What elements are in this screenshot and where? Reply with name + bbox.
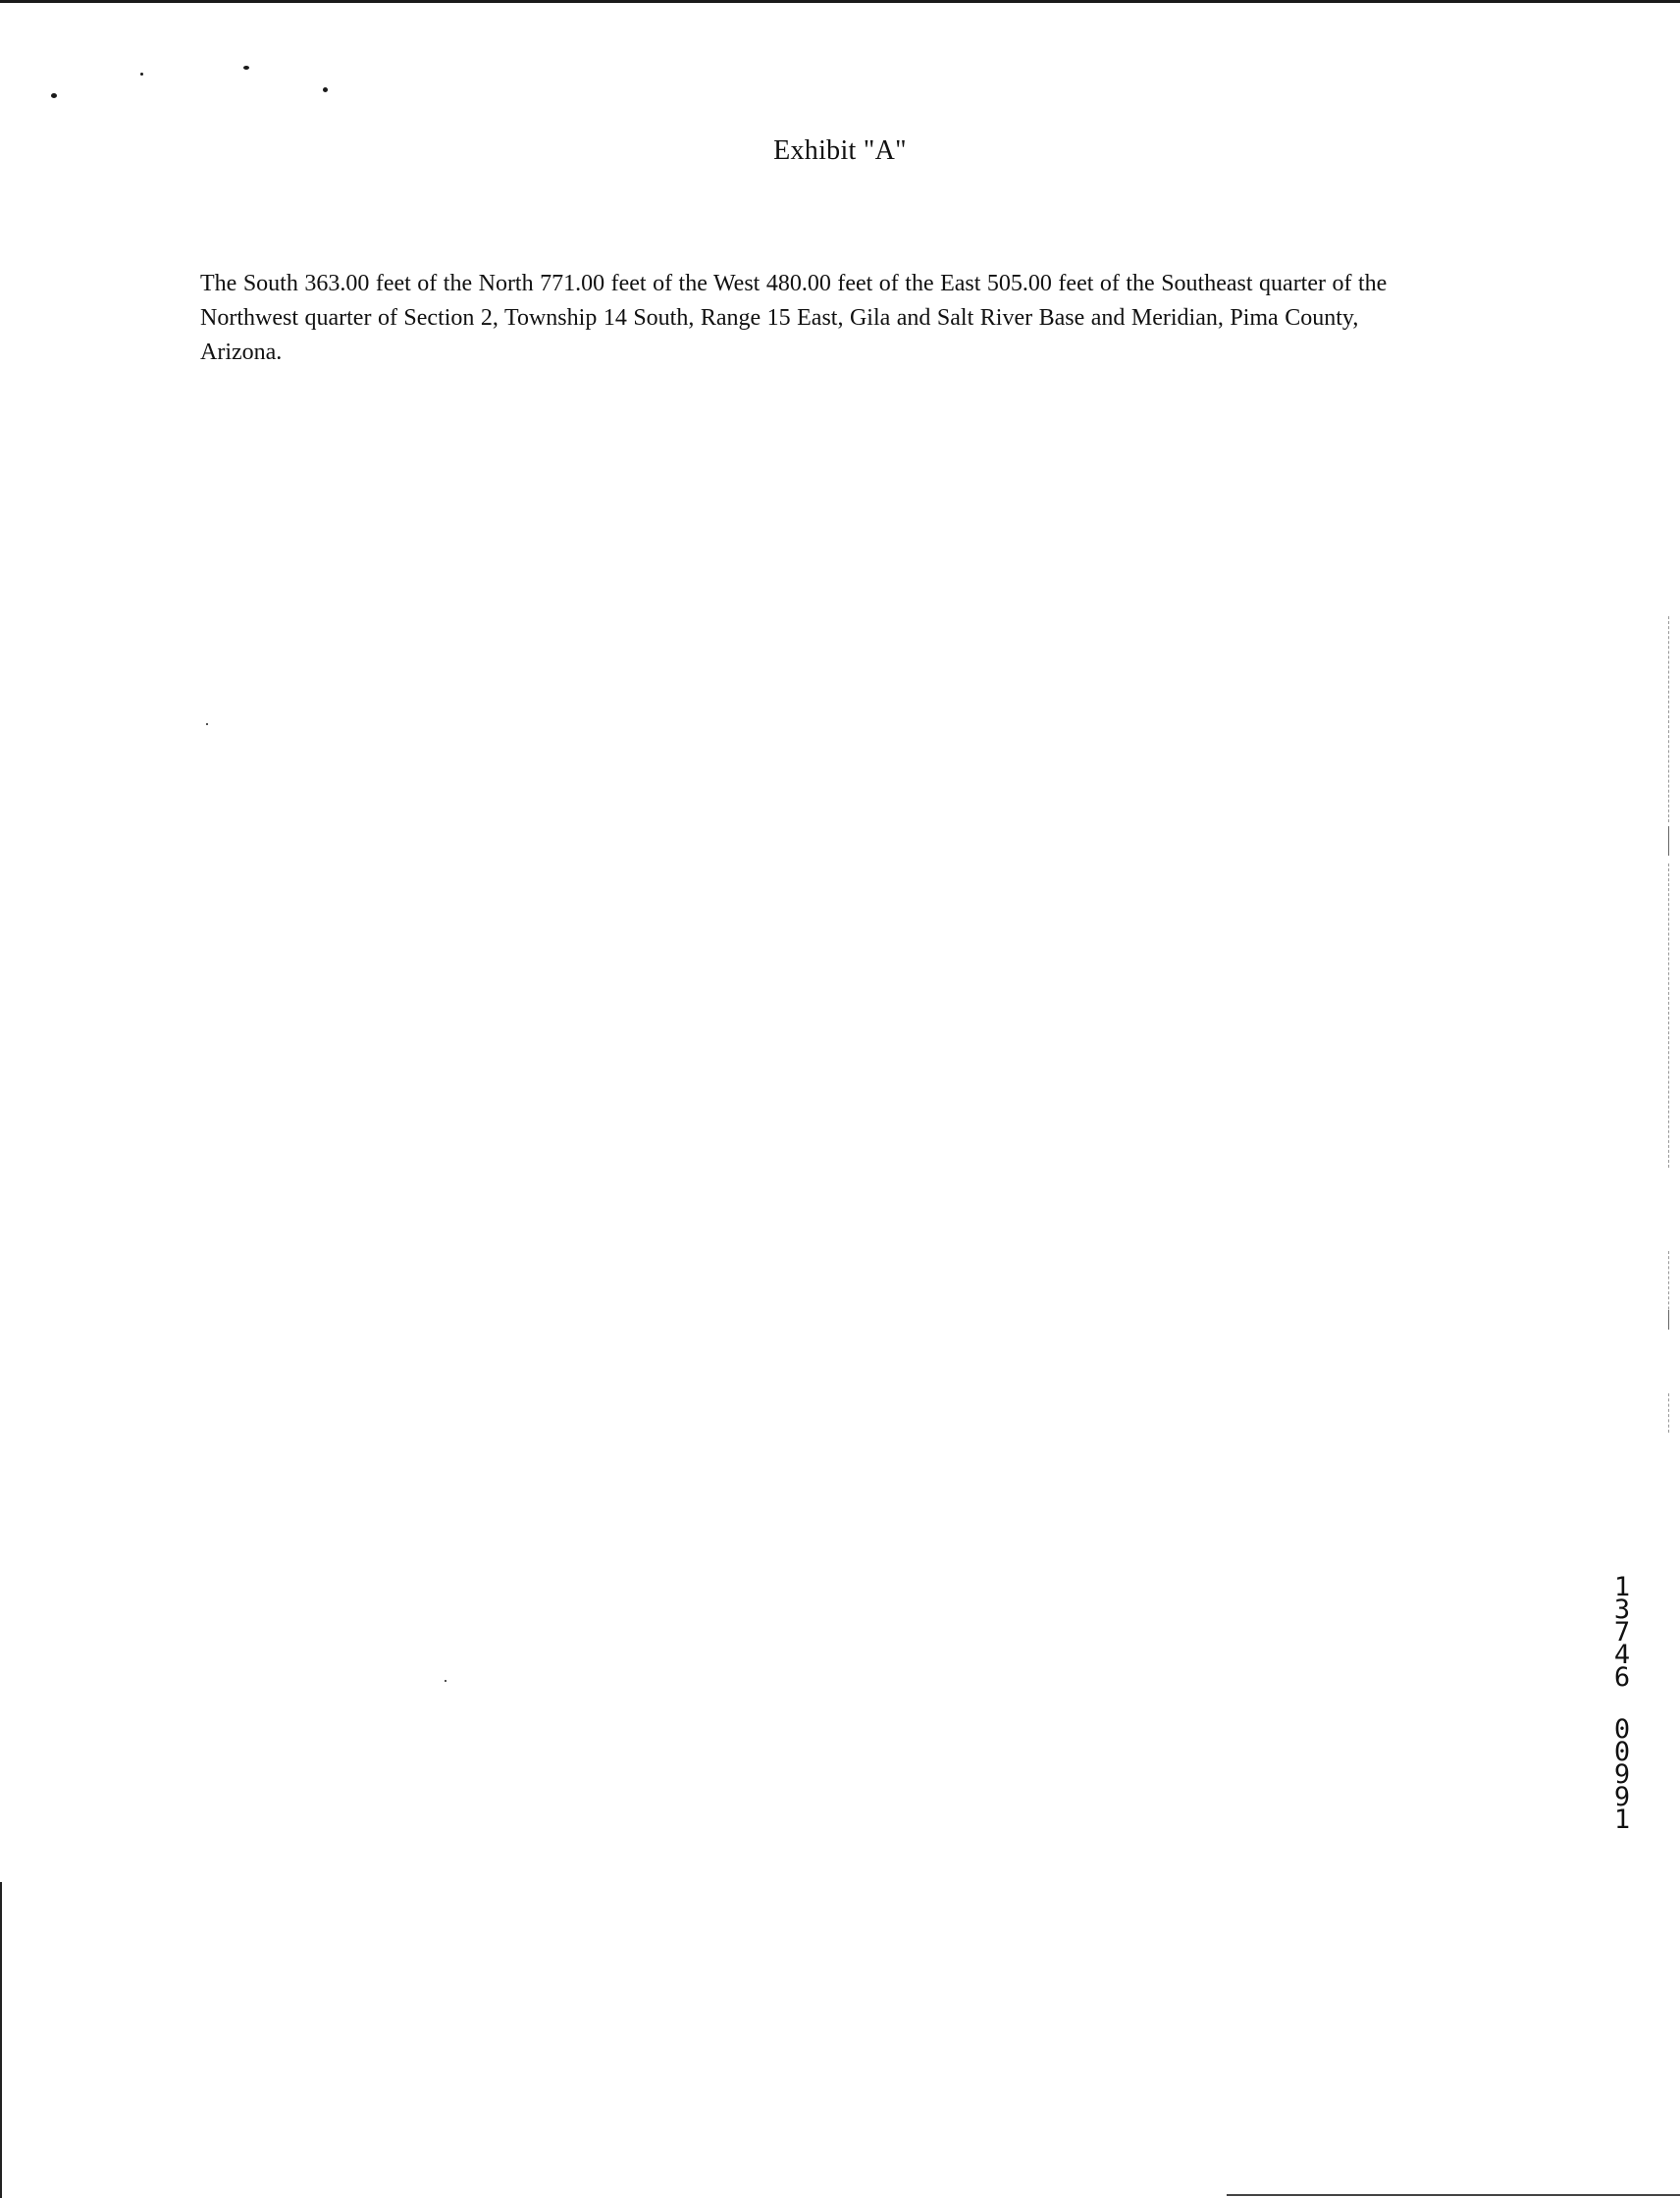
recording-number-stamp: [1605, 1572, 1639, 1835]
stamp-digit: 6: [1613, 1662, 1631, 1693]
stamp-digit: 3: [1613, 1595, 1631, 1625]
stamp-digit: 7: [1613, 1617, 1631, 1648]
scan-margin-mark: [1668, 826, 1670, 856]
stamp-digit: 9: [1613, 1782, 1631, 1812]
scan-top-border: [0, 0, 1680, 3]
scan-margin-mark: [1668, 616, 1670, 822]
scan-left-edge: [0, 1882, 2, 2198]
stamp-digit: 1: [1613, 1805, 1631, 1835]
scan-speck: [206, 723, 208, 725]
stamp-digit: 0: [1613, 1737, 1631, 1767]
scan-speck: [445, 1680, 446, 1682]
scan-speck: [140, 73, 143, 76]
document-title: Exhibit "A": [773, 135, 907, 166]
legal-description: The South 363.00 feet of the North 771.00 feet of the West 480.00 feet of the East 505.00 feet of the Southeast quarter of the Northwest quarter of Section 2, Township 14 South, Range 15 East, Gila and Salt River Base and Meridian, Pima County, Arizona.: [200, 271, 1388, 365]
scan-speck: [51, 93, 57, 98]
stamp-digit: 0: [1613, 1714, 1631, 1745]
stamp-digit: 9: [1613, 1759, 1631, 1790]
scan-margin-mark: [1668, 864, 1670, 1168]
scan-margin-mark: [1668, 1310, 1670, 1330]
scan-bottom-edge: [1227, 2194, 1680, 2196]
stamp-digit: 1: [1613, 1572, 1631, 1602]
scan-speck: [243, 66, 249, 70]
scan-margin-mark: [1668, 1393, 1670, 1433]
stamp-digit: 4: [1613, 1640, 1631, 1670]
scan-speck: [323, 87, 328, 92]
